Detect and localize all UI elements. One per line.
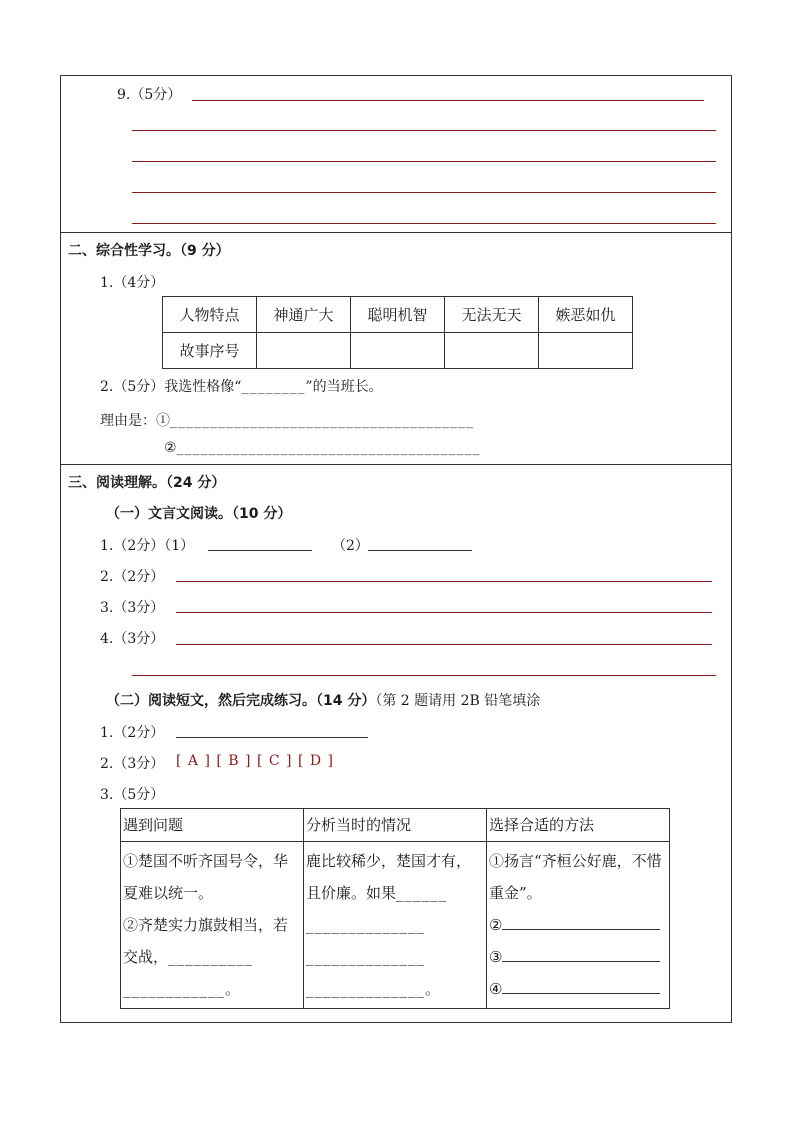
option-a-bubble[interactable]: [ A ] <box>176 753 210 769</box>
problem-2: ②齐楚实力旗鼓相当，若交战， <box>123 916 289 966</box>
section2-title: 二、综合性学习。（9 分） <box>68 243 230 259</box>
problem-2-blank-end[interactable]: ____________。 <box>123 980 242 998</box>
table-cell: 无法无天 <box>445 297 539 333</box>
answer-line[interactable] <box>208 550 312 551</box>
sub1-q1-label: 1.（2分）（1） <box>100 538 195 554</box>
answer-line[interactable] <box>132 130 716 131</box>
sub1-title: （一）文言文阅读。（10 分） <box>106 506 292 522</box>
option-d-bubble[interactable]: [ D ] <box>297 753 334 769</box>
s2-q2-tail: ”的当班长。 <box>305 379 383 395</box>
method-cell <box>487 842 670 1009</box>
section-divider <box>60 232 732 233</box>
q9-label: 9.（5分） <box>117 87 182 103</box>
answer-cell[interactable] <box>539 333 633 369</box>
character-table <box>162 296 633 369</box>
method-4-blank[interactable] <box>502 977 660 994</box>
analysis-blank-2[interactable]: ______________ <box>306 948 425 966</box>
method-2-label: ② <box>489 916 503 934</box>
answer-line[interactable] <box>132 192 716 193</box>
sub1-q1-part2: （2） <box>332 538 369 554</box>
analysis-table <box>120 808 670 1009</box>
reason-blank-2[interactable]: ______________________________________ <box>176 440 481 456</box>
table-cell: 神通广大 <box>257 297 351 333</box>
reason-label: 理由是：① <box>100 413 170 429</box>
table-header: 遇到问题 <box>121 809 304 842</box>
answer-cell[interactable] <box>257 333 351 369</box>
analysis-blank-0[interactable]: ______ <box>396 884 448 902</box>
analysis-blank-3[interactable]: ______________。 <box>306 980 442 998</box>
s2-q2-blank[interactable]: ________ <box>241 379 306 395</box>
sub2-title-line <box>106 690 540 710</box>
answer-line[interactable] <box>176 581 712 582</box>
answer-line[interactable] <box>176 737 368 738</box>
reason-line-2 <box>164 440 481 456</box>
sub1-q4-label: 4.（3分） <box>100 631 165 647</box>
answer-cell[interactable] <box>351 333 445 369</box>
sub1-q3-label: 3.（3分） <box>100 600 165 616</box>
method-4-label: ④ <box>489 980 503 998</box>
answer-line[interactable] <box>132 161 716 162</box>
option-group <box>176 753 333 769</box>
option-c-bubble[interactable]: [ C ] <box>256 753 292 769</box>
problem-cell <box>121 842 304 1009</box>
sub2-q2-label: 2.（3分） <box>100 756 165 772</box>
s2-q2-line <box>100 376 383 396</box>
section3-title: 三、阅读理解。（24 分） <box>68 475 226 491</box>
table-cell: 故事序号 <box>163 333 257 369</box>
sub2-q3-label: 3.（5分） <box>100 787 165 803</box>
sub2-q1-label: 1.（2分） <box>100 725 165 741</box>
table-cell: 嫉恶如仇 <box>539 297 633 333</box>
method-2-blank[interactable] <box>502 913 660 930</box>
sub2-title: （二）阅读短文，然后完成练习。（14 分） <box>106 693 376 709</box>
reason-circle-2: ② <box>164 440 177 456</box>
answer-line[interactable] <box>176 644 712 645</box>
reason-blank-1[interactable]: ______________________________________ <box>170 413 474 429</box>
answer-line[interactable] <box>132 223 716 224</box>
analysis-cell <box>304 842 487 1009</box>
table-cell: 人物特点 <box>163 297 257 333</box>
option-b-bubble[interactable]: [ B ] <box>216 753 251 769</box>
analysis-blank-1[interactable]: ______________ <box>306 916 425 934</box>
method-1: ①扬言“齐桓公好鹿，不惜重金”。 <box>489 852 662 902</box>
reason-line-1 <box>100 410 474 430</box>
sub2-note: （第 2 题请用 2B 铅笔填涂 <box>375 693 541 709</box>
problem-2-blank[interactable]: __________ <box>168 948 254 966</box>
s2-q2-label: 2.（5分）我选性格像“ <box>100 379 242 395</box>
sub1-q2-label: 2.（2分） <box>100 569 165 585</box>
problem-1: ①楚国不听齐国号令，华夏难以统一。 <box>123 852 289 902</box>
table-header: 选择合适的方法 <box>487 809 670 842</box>
analysis-text: 鹿比较稀少，楚国才有，且价廉。如果 <box>306 852 472 902</box>
table-cell: 聪明机智 <box>351 297 445 333</box>
method-3-label: ③ <box>489 948 503 966</box>
answer-line[interactable] <box>192 100 704 101</box>
table-header: 分析当时的情况 <box>304 809 487 842</box>
answer-cell[interactable] <box>445 333 539 369</box>
s2-q1-label: 1.（4分） <box>100 275 165 291</box>
answer-line[interactable] <box>176 612 712 613</box>
method-3-blank[interactable] <box>502 945 660 962</box>
answer-line[interactable] <box>132 675 716 676</box>
section-divider <box>60 464 732 465</box>
answer-line[interactable] <box>368 550 472 551</box>
